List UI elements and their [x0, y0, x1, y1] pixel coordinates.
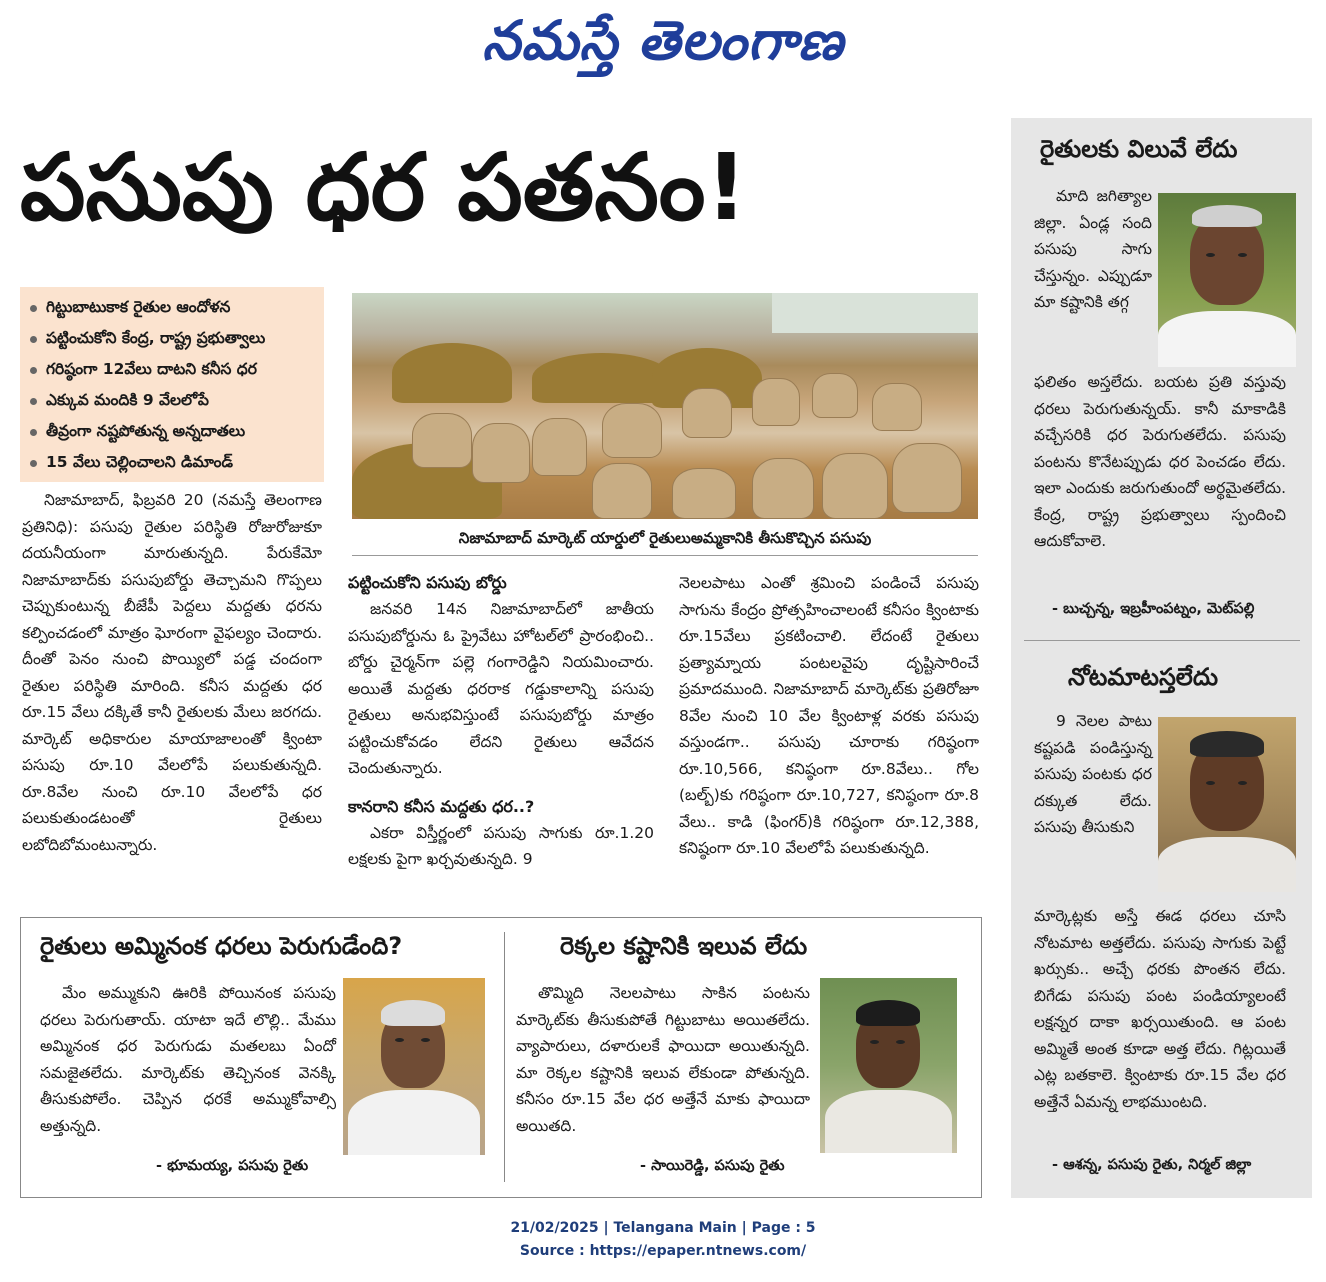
photo-caption: నిజామాబాద్ మార్కెట్ యార్డులో రైతులుఅమ్మకానికి తీసుకొచ్చిన పసుపు [352, 521, 978, 556]
sidebar-text-bottom-wide: మార్కెట్లకు అస్తే ఈడ ధరలు చూసి నోటమాట అత్తలేదు. పసుపు సాగుకు పెట్టే ఖర్సుకు.. అచ్చే ధరకు పొంతన లేదు. బిగేడు పసుపు పంట పండియ్యాలంటే లక్షన్నర దాకా ఖర్సయితుంది. ఆ పంట అమ్మితే అంత కూడా అత్త లేదు. గిట్లయితే ఎట్ల బతకాలె. క్వింటాకు రూ.15 వేల ధర అత్తేనే ఏమన్న లాభముంటది. [1034, 907, 1286, 1111]
bullet-icon [30, 398, 37, 405]
sack [592, 463, 652, 519]
sidebar-text-bottom-narrow: 9 నెలల పాటు కష్టపడి పండిస్తున్న పసుపు పంటకు ధర దక్కుత లేదు. పసుపు తీసుకుని [1034, 712, 1152, 836]
quote-text-right: తొమ్మిది నెలలపాటు సాకిన పంటను మార్కెట్‌కు తీసుకుపోతే గిట్టుబాటు అయితలేదు. వ్యాపారులు, దళారులకే ఫాయిదా అయితున్నది. మా రెక్కల కష్టానికి ఇలువ లేకుండా పోతున్నది. కనీసం రూ.15 వేల ధర అత్తేనే మాకు ఫాయిదా అయితది. [516, 984, 810, 1135]
quote-title-left: రైతులు అమ్మినంక ధరలు పెరుగుడేంది? [40, 932, 403, 960]
highlight-item: 15 వేలు చెల్లించాలని డిమాండ్ [30, 448, 318, 479]
farmer-photo-saireddy [820, 978, 957, 1153]
highlight-item: తీవ్రంగా నష్టపోతున్న అన్నదాతలు [30, 417, 318, 448]
farmer-photo-bhumaiah [343, 978, 485, 1155]
highlight-item: పట్టించుకోని కేంద్ర, రాష్ట్ర ప్రభుత్వాలు [30, 324, 318, 355]
sidebar-title-bottom: నోటమాటస్తలేదు [1068, 663, 1219, 691]
quote-byline-right: - సాయిరెడ్డి, పసుపు రైతు [640, 1158, 785, 1174]
sack [412, 413, 472, 468]
highlight-item: గిట్టుబాటుకాక రైతుల ఆందోళన [30, 293, 318, 324]
sack [682, 388, 732, 438]
turmeric-pile [532, 353, 672, 403]
farmer-photo-buchanna [1158, 193, 1296, 367]
turmeric-pile [392, 343, 512, 403]
quote-text-left: మేం అమ్ముకుని ఊరికి పోయినంక పసుపు ధరలు పెరుగుతాయ్. యాటా ఇదే లొల్లి.. మేము అమ్మినంక ధర పెరుగుడు మతలబు ఏందో సమజైతలేదు. మార్కెట్‌కు తెచ్చినంక వెనక్కి తీసుకుపోలేం. చెప్పిన ధరకే అమ్ముకోవాల్సి అత్తున్నది. [40, 984, 336, 1135]
subheading: పట్టించుకోని పసుపు బోర్డు [348, 573, 507, 592]
story-column-3: నెలలపాటు ఎంతో శ్రమించి పండించే పసుపు సాగును కేంద్రం ప్రోత్సహించాలంటే కనీసం క్వింటాకు రూ.15వేలు ప్రకటించాలి. లేదంటే రైతులు ప్రత్యామ్నాయ పంటలవైపు దృష్టిసారించే ప్రమాదముంది. నిజామాబాద్ మార్కెట్‌కు ప్రతిరోజూ 8వేల నుంచి 10 వేల క్వింటాళ్ల వరకు పసుపు వస్తుండగా.. పసుపు చూరాకు గరిష్ఠంగా రూ.10,566, కనిష్ఠంగా రూ.8వేలు.. గోల (బల్బ్)కు గరిష్ఠంగా రూ.10,727, కనిష్ఠంగా రూ.8 వేలు.. కాడి (ఫింగర్)కి గరిష్ఠంగా రూ.12,388, కనిష్ఠంగా రూ.10 వేలలోపే పలుకుతున్నది. [679, 574, 979, 857]
bullet-icon [30, 367, 37, 374]
sidebar-text-top-wide: ఫలితం అస్తలేదు. బయట ప్రతి వస్తువు ధరలు పెరుగుతున్నయ్. కానీ మాకాడికి వచ్చేసరికి ధర పెరుగుతలేదు. పసుపు పంటను కొనేటప్పుడు ధర పెంచడం లేదు. ఇలా ఎందుకు జరుగుతుందో అర్థమైతలేదు. కేంద్ర, రాష్ట్ర ప్రభుత్వాలు స్పందించి ఆదుకోవాలె. [1034, 373, 1286, 550]
quote-title-right: రెక్కల కష్టానికి ఇలువ లేదు [560, 932, 808, 960]
highlights-box [20, 287, 324, 482]
bullet-icon [30, 460, 37, 467]
farmer-photo-ashanna [1158, 717, 1296, 892]
highlight-item: గరిష్ఠంగా 12వేలు దాటని కనీస ధర [30, 355, 318, 386]
sack [602, 403, 662, 458]
sack [532, 418, 587, 476]
headline: పసుపు ధర పతనం! [20, 134, 748, 241]
shed-roof [772, 293, 978, 333]
sack [892, 443, 962, 513]
sack [822, 453, 888, 519]
paragraph: జనవరి 14న నిజామాబాద్‌లో జాతీయ పసుపుబోర్డును ఓ ప్రైవేటు హోటల్‌లో ప్రారంభించి.. బోర్డు చైర్మన్‌గా పల్లె గంగారెడ్డిని నియమించారు. అయితే మద్దతు ధరరాక గడ్డుకాలాన్ని పసుపు రైతులు అనుభవిస్తుంటే పసుపుబోర్డు మాత్రం పట్టించుకోవడం లేదని రైతులు ఆవేదన చెందుతున్నారు. [348, 600, 654, 777]
sidebar-title-top: రైతులకు విలువే లేదు [1040, 135, 1238, 163]
sack [872, 383, 922, 431]
bullet-icon [30, 336, 37, 343]
sidebar-text-top-narrow: మాది జగిత్యాల జిల్లా. ఏండ్ల సంది పసుపు సాగు చేస్తున్నం. ఎప్పుడూ మా కష్టానికి తగ్గ [1034, 187, 1152, 311]
sidebar-byline-bottom: - ఆశన్న, పసుపు రైతు, నిర్మల్ జిల్లా [1052, 1157, 1252, 1173]
sack [752, 458, 814, 519]
story-column-1: నిజామాబాద్, ఫిబ్రవరి 20 (నమస్తే తెలంగాణ ప్రతినిధి): పసుపు రైతుల పరిస్థితి రోజురోజుకూ దయనీయంగా మారుతున్నది. పేరుకేమో నిజామాబాద్‌కు పసుపుబోర్డు తెచ్చామని గొప్పలు చెప్పుకుంటున్న బీజేపీ పెద్దలు మద్దతు ధరను కల్పించడంలో మాత్రం ఘోరంగా వైఫల్యం చెందారు. దీంతో పెనం నుంచి పొయ్యిలో పడ్డ చందంగా రైతుల పరిస్థితి మారింది. కనీస మద్దతు ధర రూ.15 వేలు దక్కితే కానీ రైతులకు మేలు జరగదు. మార్కెట్ అధికారుల మాయాజాలంతో క్వింటా పసుపు రూ.10 వేలలోపే పలుకుతున్నది. రూ.8వేల నుంచి రూ.10 వేలలోపే ధర పలుకుతుండటంతో రైతులు లబోదిబోమంటున్నారు. [22, 491, 322, 854]
market-yard-photo [352, 293, 978, 519]
sack [472, 423, 530, 483]
quote-byline-left: - భూమయ్య, పసుపు రైతు [156, 1158, 309, 1174]
bullet-icon [30, 429, 37, 436]
highlight-item: ఎక్కువ మందికి 9 వేలలోపే [30, 386, 318, 417]
sidebar-divider [1024, 640, 1300, 641]
paragraph: ఎకరా విస్తీర్ణంలో పసుపు సాగుకు రూ.1.20 లక్షలకు పైగా ఖర్చవుతున్నది. 9 [348, 823, 654, 868]
sidebar-byline-top: - బుచ్చన్న, ఇబ్రహీంపట్నం, మెట్‌పల్లి [1052, 601, 1255, 617]
footer-date-edition: 21/02/2025 | Telangana Main | Page : 5 [510, 1220, 816, 1236]
sack [672, 468, 736, 519]
subheading: కానరాని కనీస మద్దతు ధర..? [348, 796, 535, 816]
masthead-logo: నమస్తే తెలంగాణ [482, 8, 844, 72]
sack [812, 373, 858, 418]
footer-source: Source : https://epaper.ntnews.com/ [519, 1243, 807, 1259]
story-column-2 [348, 570, 654, 873]
divider [504, 932, 505, 1182]
sack [752, 378, 800, 426]
bullet-icon [30, 305, 37, 312]
